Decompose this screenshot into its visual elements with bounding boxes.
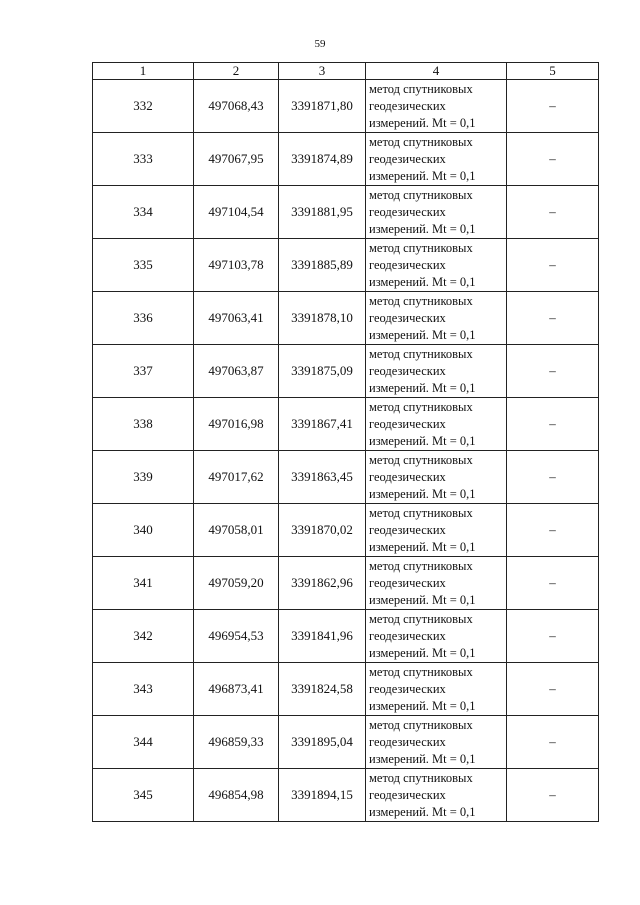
table-row — [93, 345, 599, 398]
x-coordinate-cell: 497058,01 — [194, 504, 279, 557]
table-row — [93, 451, 599, 504]
note-cell: – — [507, 716, 599, 769]
note-cell: – — [507, 769, 599, 822]
method-line: геодезических — [369, 204, 446, 219]
method-line: геодезических — [369, 628, 446, 643]
method-line: геодезических — [369, 734, 446, 749]
method-line: измерений. Mt = 0,1 — [369, 115, 476, 130]
y-coordinate-cell: 3391885,89 — [279, 239, 366, 292]
y-coordinate-cell: 3391870,02 — [279, 504, 366, 557]
x-coordinate-cell: 497068,43 — [194, 80, 279, 133]
x-coordinate-cell: 497063,87 — [194, 345, 279, 398]
header-col-5: 5 — [507, 63, 599, 80]
note-cell: – — [507, 239, 599, 292]
method-line: измерений. Mt = 0,1 — [369, 327, 476, 342]
point-number-cell: 339 — [93, 451, 194, 504]
point-number-cell: 344 — [93, 716, 194, 769]
y-coordinate-cell: 3391862,96 — [279, 557, 366, 610]
note-cell: – — [507, 133, 599, 186]
method-cell — [366, 610, 507, 663]
table-body — [93, 80, 599, 822]
table-row — [93, 239, 599, 292]
x-coordinate-cell: 497059,20 — [194, 557, 279, 610]
method-line: геодезических — [369, 151, 446, 166]
method-line: геодезических — [369, 522, 446, 537]
y-coordinate-cell: 3391863,45 — [279, 451, 366, 504]
y-coordinate-cell: 3391875,09 — [279, 345, 366, 398]
method-line: измерений. Mt = 0,1 — [369, 804, 476, 819]
y-coordinate-cell: 3391841,96 — [279, 610, 366, 663]
point-number-cell: 342 — [93, 610, 194, 663]
table-row — [93, 663, 599, 716]
method-line: метод спутниковых — [369, 770, 473, 785]
method-cell — [366, 239, 507, 292]
table-row — [93, 398, 599, 451]
method-line: измерений. Mt = 0,1 — [369, 751, 476, 766]
x-coordinate-cell: 496854,98 — [194, 769, 279, 822]
table-row — [93, 504, 599, 557]
coordinates-table — [92, 62, 599, 822]
method-line: метод спутниковых — [369, 346, 473, 361]
method-line: геодезических — [369, 575, 446, 590]
method-line: геодезических — [369, 257, 446, 272]
point-number-cell: 343 — [93, 663, 194, 716]
point-number-cell: 345 — [93, 769, 194, 822]
point-number-cell: 335 — [93, 239, 194, 292]
method-line: измерений. Mt = 0,1 — [369, 486, 476, 501]
x-coordinate-cell: 496859,33 — [194, 716, 279, 769]
y-coordinate-cell: 3391867,41 — [279, 398, 366, 451]
note-cell: – — [507, 557, 599, 610]
y-coordinate-cell: 3391871,80 — [279, 80, 366, 133]
method-line: метод спутниковых — [369, 664, 473, 679]
x-coordinate-cell: 497104,54 — [194, 186, 279, 239]
header-col-4: 4 — [366, 63, 507, 80]
method-line: измерений. Mt = 0,1 — [369, 221, 476, 236]
method-line: геодезических — [369, 310, 446, 325]
method-cell — [366, 663, 507, 716]
table-row — [93, 292, 599, 345]
note-cell: – — [507, 451, 599, 504]
method-cell — [366, 80, 507, 133]
method-line: геодезических — [369, 98, 446, 113]
method-line: метод спутниковых — [369, 399, 473, 414]
method-cell — [366, 557, 507, 610]
point-number-cell: 334 — [93, 186, 194, 239]
method-cell — [366, 451, 507, 504]
point-number-cell: 332 — [93, 80, 194, 133]
note-cell: – — [507, 345, 599, 398]
method-line: геодезических — [369, 363, 446, 378]
note-cell: – — [507, 610, 599, 663]
header-row — [93, 63, 599, 80]
method-line: метод спутниковых — [369, 134, 473, 149]
method-cell — [366, 769, 507, 822]
method-line: геодезических — [369, 469, 446, 484]
x-coordinate-cell: 497017,62 — [194, 451, 279, 504]
x-coordinate-cell: 497063,41 — [194, 292, 279, 345]
y-coordinate-cell: 3391895,04 — [279, 716, 366, 769]
point-number-cell: 336 — [93, 292, 194, 345]
x-coordinate-cell: 496954,53 — [194, 610, 279, 663]
method-line: измерений. Mt = 0,1 — [369, 433, 476, 448]
y-coordinate-cell: 3391824,58 — [279, 663, 366, 716]
method-cell — [366, 345, 507, 398]
method-line: метод спутниковых — [369, 81, 473, 96]
table-row — [93, 769, 599, 822]
table-row — [93, 716, 599, 769]
header-col-1: 1 — [93, 63, 194, 80]
x-coordinate-cell: 497103,78 — [194, 239, 279, 292]
method-line: геодезических — [369, 787, 446, 802]
note-cell: – — [507, 80, 599, 133]
method-line: метод спутниковых — [369, 240, 473, 255]
method-cell — [366, 292, 507, 345]
note-cell: – — [507, 398, 599, 451]
x-coordinate-cell: 497067,95 — [194, 133, 279, 186]
header-col-2: 2 — [194, 63, 279, 80]
method-line: измерений. Mt = 0,1 — [369, 645, 476, 660]
point-number-cell: 337 — [93, 345, 194, 398]
method-cell — [366, 398, 507, 451]
method-cell — [366, 133, 507, 186]
method-line: метод спутниковых — [369, 558, 473, 573]
method-line: измерений. Mt = 0,1 — [369, 539, 476, 554]
header-col-3: 3 — [279, 63, 366, 80]
method-line: измерений. Mt = 0,1 — [369, 592, 476, 607]
method-line: измерений. Mt = 0,1 — [369, 274, 476, 289]
method-line: метод спутниковых — [369, 505, 473, 520]
method-line: метод спутниковых — [369, 452, 473, 467]
method-cell — [366, 504, 507, 557]
method-line: геодезических — [369, 416, 446, 431]
point-number-cell: 333 — [93, 133, 194, 186]
table-row — [93, 133, 599, 186]
x-coordinate-cell: 496873,41 — [194, 663, 279, 716]
note-cell: – — [507, 504, 599, 557]
method-line: измерений. Mt = 0,1 — [369, 380, 476, 395]
y-coordinate-cell: 3391878,10 — [279, 292, 366, 345]
table-row — [93, 80, 599, 133]
table-row — [93, 610, 599, 663]
method-line: метод спутниковых — [369, 717, 473, 732]
note-cell: – — [507, 186, 599, 239]
method-line: измерений. Mt = 0,1 — [369, 698, 476, 713]
method-cell — [366, 716, 507, 769]
table-header — [93, 63, 599, 80]
method-cell — [366, 186, 507, 239]
method-line: геодезических — [369, 681, 446, 696]
x-coordinate-cell: 497016,98 — [194, 398, 279, 451]
method-line: метод спутниковых — [369, 611, 473, 626]
method-line: метод спутниковых — [369, 293, 473, 308]
point-number-cell: 340 — [93, 504, 194, 557]
page-number: 59 — [314, 38, 326, 50]
table-row — [93, 186, 599, 239]
note-cell: – — [507, 292, 599, 345]
y-coordinate-cell: 3391881,95 — [279, 186, 366, 239]
y-coordinate-cell: 3391894,15 — [279, 769, 366, 822]
table-row — [93, 557, 599, 610]
point-number-cell: 338 — [93, 398, 194, 451]
note-cell: – — [507, 663, 599, 716]
method-line: метод спутниковых — [369, 187, 473, 202]
y-coordinate-cell: 3391874,89 — [279, 133, 366, 186]
method-line: измерений. Mt = 0,1 — [369, 168, 476, 183]
point-number-cell: 341 — [93, 557, 194, 610]
